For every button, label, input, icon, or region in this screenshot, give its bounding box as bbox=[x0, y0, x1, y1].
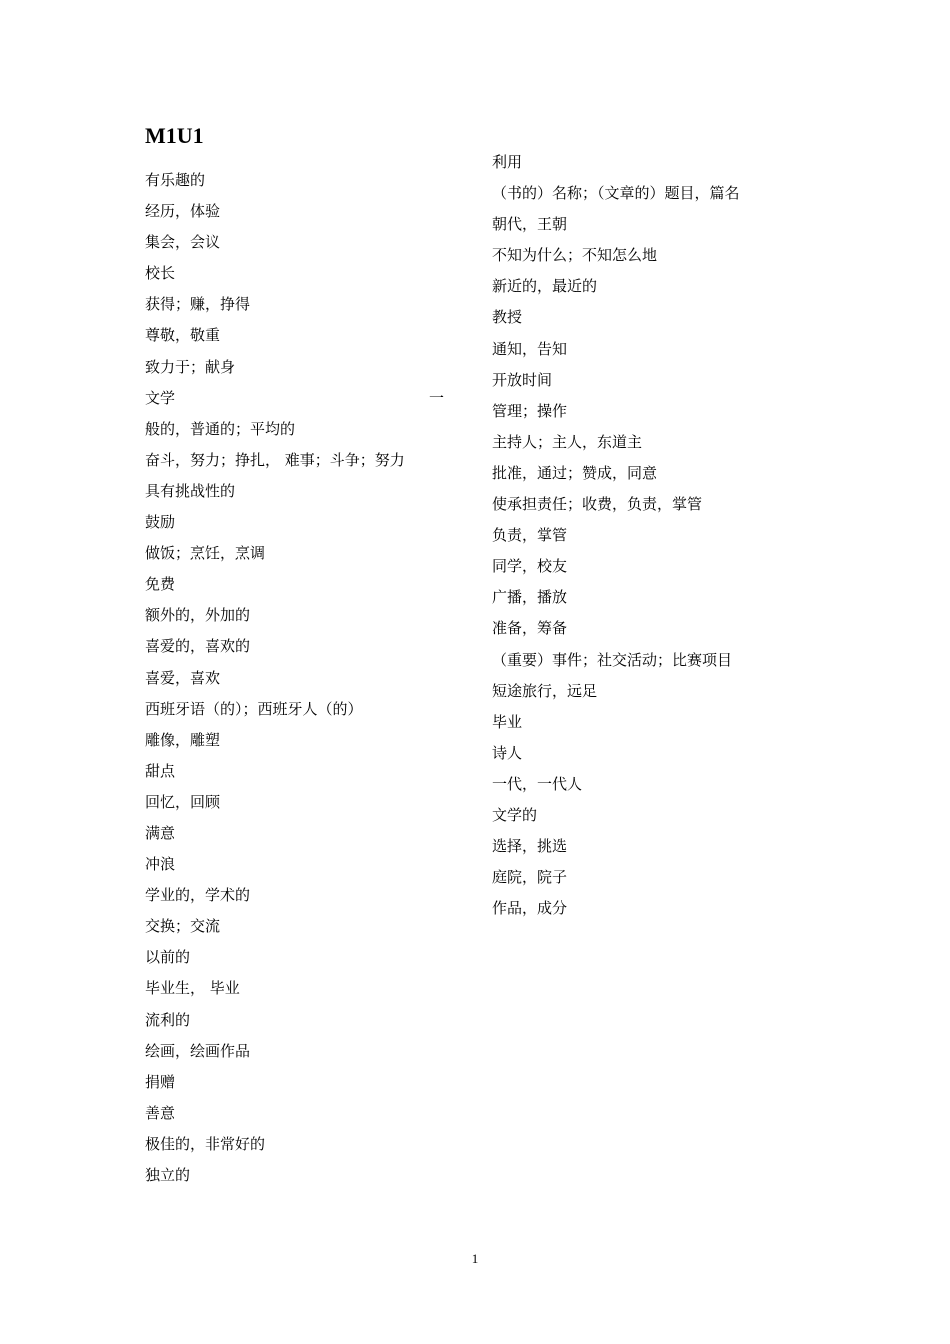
list-item: 有乐趣的 bbox=[145, 171, 206, 189]
list-item: 交换；交流 bbox=[145, 917, 221, 936]
list-item: 甜点 bbox=[145, 761, 176, 780]
list-item: 喜爱，喜欢 bbox=[145, 668, 221, 687]
list-item-text: 文学 bbox=[145, 388, 176, 407]
list-item: 朝代，王朝 bbox=[492, 215, 568, 234]
list-item: 校长 bbox=[145, 264, 176, 283]
left-vocabulary-list bbox=[145, 165, 445, 1191]
page-title: M1U1 bbox=[145, 123, 204, 148]
list-item: 准备，筹备 bbox=[492, 619, 568, 638]
list-item: 喜爱的，喜欢的 bbox=[145, 637, 251, 656]
list-item: 选择，挑选 bbox=[492, 837, 568, 856]
list-item: 开放时间 bbox=[492, 370, 553, 389]
list-item: 捐赠 bbox=[145, 1072, 176, 1091]
list-item: 利用 bbox=[492, 153, 523, 171]
list-item: 同学，校友 bbox=[492, 557, 568, 576]
list-item: 绘画，绘画作品 bbox=[145, 1041, 251, 1060]
list-item: 作品，成分 bbox=[492, 899, 568, 918]
list-item: 一代，一代人 bbox=[492, 774, 583, 793]
list-item: 善意 bbox=[145, 1103, 176, 1122]
list-item: 般的，普通的；平均的 bbox=[145, 419, 296, 438]
list-item: 批准，通过；赞成，同意 bbox=[492, 463, 658, 482]
list-item: 不知为什么；不知怎么地 bbox=[492, 246, 658, 265]
list-item: 通知，告知 bbox=[492, 339, 568, 358]
list-item: 西班牙语（的）；西班牙人（的） bbox=[145, 699, 363, 718]
list-item: 回忆，回顾 bbox=[145, 792, 221, 811]
list-item: 额外的，外加的 bbox=[145, 606, 251, 625]
list-item: 经历，体验 bbox=[145, 202, 221, 221]
list-item: 满意 bbox=[145, 823, 176, 842]
list-item: 庭院，院子 bbox=[492, 868, 568, 887]
list-item: 集会，会议 bbox=[145, 233, 221, 252]
list-item: 管理；操作 bbox=[492, 401, 568, 420]
list-item: 极佳的，非常好的 bbox=[145, 1134, 266, 1153]
list-item: （书的）名称；（文章的）题目，篇名 bbox=[492, 184, 740, 203]
right-vocabulary-list bbox=[492, 147, 822, 924]
list-item: 广播，播放 bbox=[492, 588, 568, 607]
list-item: 冲浪 bbox=[145, 855, 176, 874]
list-item: 学业的，学术的 bbox=[145, 886, 251, 905]
list-item: 致力于；献身 bbox=[145, 357, 236, 376]
list-item: 诗人 bbox=[492, 743, 523, 762]
list-item: 具有挑战性的 bbox=[145, 481, 236, 500]
list-item: 教授 bbox=[492, 308, 523, 327]
list-item: 文学的 bbox=[492, 805, 538, 824]
list-item: 负责，掌管 bbox=[492, 526, 568, 545]
list-item: 获得；赚，挣得 bbox=[145, 295, 251, 314]
list-item: 做饭；烹饪，烹调 bbox=[145, 544, 266, 563]
list-item: 主持人；主人，东道主 bbox=[492, 432, 643, 451]
list-item: 雕像，雕塑 bbox=[145, 730, 221, 749]
list-item: 鼓励 bbox=[145, 513, 176, 532]
list-item: 独立的 bbox=[145, 1166, 191, 1184]
list-item: 毕业 bbox=[492, 712, 523, 731]
list-item: 新近的，最近的 bbox=[492, 277, 598, 296]
line-continuation-dash: 一 bbox=[429, 388, 445, 407]
list-item: 以前的 bbox=[145, 948, 191, 967]
list-item: 短途旅行，远足 bbox=[492, 681, 598, 700]
list-item: （重要）事件；社交活动；比赛项目 bbox=[492, 650, 733, 669]
list-item: 毕业生， 毕业 bbox=[145, 979, 240, 998]
list-item bbox=[145, 383, 445, 414]
list-item: 流利的 bbox=[145, 1010, 191, 1029]
list-item: 奋斗，努力；挣扎， 难事；斗争；努力 bbox=[145, 450, 405, 469]
page-number: 1 bbox=[471, 1251, 479, 1266]
list-item: 免费 bbox=[145, 575, 176, 594]
list-item: 尊敬，敬重 bbox=[145, 326, 221, 345]
list-item: 使承担责任；收费，负责，掌管 bbox=[492, 495, 703, 514]
